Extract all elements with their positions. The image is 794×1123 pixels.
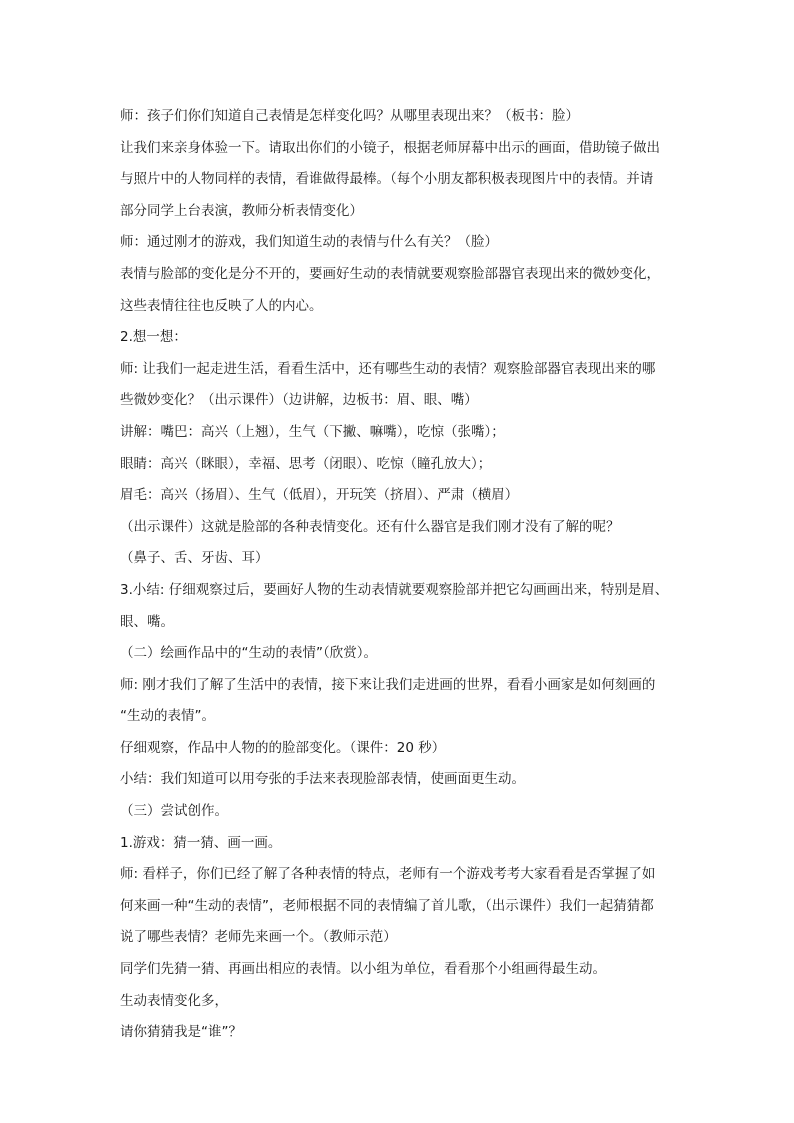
text-line: 仔细观察，作品中人物的的脸部变化。（课件：20 秒） (120, 739, 446, 756)
text-line: 眼、嘴。 (120, 613, 174, 630)
section-heading: 1.游戏：猜一猜、画一画。 (120, 834, 282, 851)
text-line: 小结：我们知道可以用夸张的手法来表现脸部表情，使画面更生动。 (120, 771, 525, 788)
section-heading: 2.想一想： (120, 329, 187, 346)
text-line: 表情与脸部的变化是分不开的，要画好生动的表情就要观察脸部器官表现出来的微妙变化， (120, 265, 660, 282)
text-line: 这些表情往往也反映了人的内心。 (120, 297, 323, 314)
text-line: 眉毛：高兴（扬眉）、生气（低眉），开玩笑（挤眉）、严肃（横眉） (120, 487, 519, 504)
document-body (120, 101, 680, 1049)
text-line: 些微妙变化？（出示课件）（边讲解，边板书：眉、眼、嘴） (120, 392, 478, 409)
text-line: 眼睛：高兴（眯眼），幸福、思考（闭眼）、吃惊（瞳孔放大）； (120, 455, 492, 472)
text-line: 部分同学上台表演，教师分析表情变化） (120, 202, 363, 219)
text-line: （出示课件）这就是脸部的各种表情变化。还有什么器官是我们刚才没有了解的呢？ (120, 518, 620, 535)
text-line: 师: 让我们一起走进生活，看看生活中，还有哪些生动的表情？观察脸部器官表现出来的哪 (120, 360, 656, 377)
text-line: （鼻子、舌、牙齿、耳） (120, 550, 269, 567)
text-line: 同学们先猜一猜、再画出相应的表情。以小组为单位，看看那个小组画得最生动。 (120, 961, 606, 978)
text-line: 生动表情变化多， (120, 992, 228, 1009)
text-line: 请你猜猜我是“谁”？ (120, 1024, 242, 1041)
text-line: 师: 看样子，你们已经了解了各种表情的特点，老师有一个游戏考考大家看看是否掌握了如 (120, 866, 656, 883)
section-heading: （二）绘画作品中的“生动的表情”（欣赏）。 (120, 645, 377, 662)
text-line: 说了哪些表情？老师先来画一个。（教师示范） (120, 929, 397, 946)
text-line: 讲解：嘴巴：高兴（上翘），生气（下撇、嘛嘴），吃惊（张嘴）； (120, 423, 505, 440)
text-line: “生动的表情”。 (120, 708, 215, 725)
text-line: 师：通过刚才的游戏，我们知道生动的表情与什么有关？（脸） (120, 234, 498, 251)
text-line: 何来画一种“生动的表情”，老师根据不同的表情编了首儿歌，（出示课件）我们一起猜猜都 (120, 897, 654, 914)
text-line: 3.小结: 仔细观察过后，要画好人物的生动表情就要观察脸部并把它勾画画出来，特别是眉、 (120, 581, 669, 598)
section-heading: （三）尝试创作。 (120, 803, 228, 820)
text-line: 让我们来亲身体验一下。请取出你们的小镜子，根据老师屏幕中出示的画面，借助镜子做出 (120, 139, 660, 156)
text-line: 与照片中的人物同样的表情，看谁做得最棒。（每个小朋友都积极表现图片中的表情。并请 (120, 171, 654, 188)
text-line: 师: 刚才我们了解了生活中的表情，接下来让我们走进画的世界，看看小画家是如何刻画的 (120, 676, 656, 693)
text-line: 师：孩子们你们知道自己表情是怎样变化吗？从哪里表现出来？（板书：脸） (120, 108, 579, 124)
